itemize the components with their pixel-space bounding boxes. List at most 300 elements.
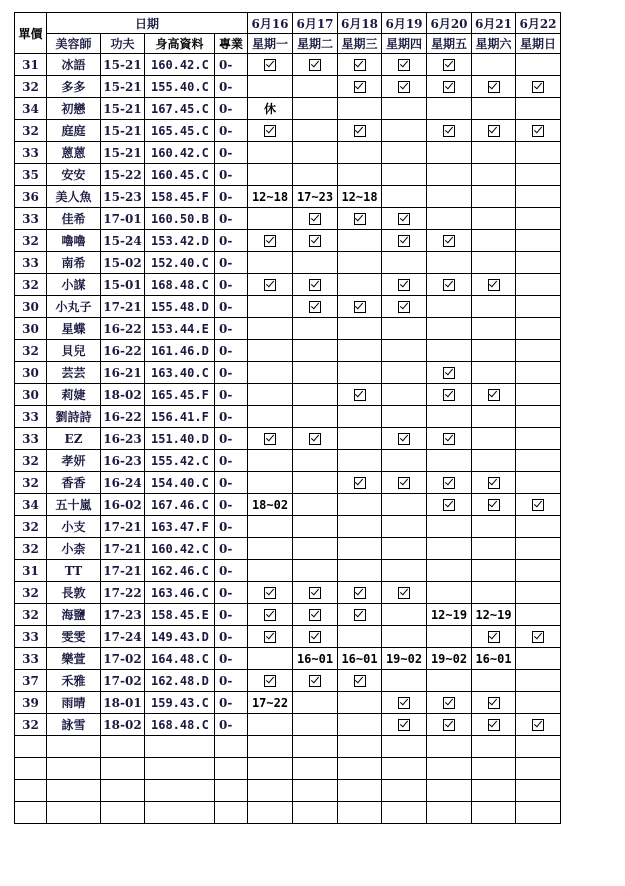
- day-cell: [248, 604, 293, 626]
- empty-cell: [516, 758, 561, 780]
- day-cell: [293, 230, 338, 252]
- day-cell: [516, 340, 561, 362]
- day-cell: [472, 670, 516, 692]
- specialty-cell: 0-: [215, 296, 248, 318]
- price-cell: 39: [15, 692, 47, 714]
- day-cell: [293, 538, 338, 560]
- empty-cell: [382, 758, 427, 780]
- empty-cell: [338, 758, 382, 780]
- price-cell: 33: [15, 626, 47, 648]
- day-cell: [338, 582, 382, 604]
- day-cell: [338, 538, 382, 560]
- day-cell: [472, 318, 516, 340]
- body-data-cell: 151.40.D: [145, 428, 215, 450]
- day-cell: [248, 714, 293, 736]
- day-cell: [472, 98, 516, 120]
- stylist-name-cell: 香香: [47, 472, 101, 494]
- skill-cell: 17-02: [101, 648, 145, 670]
- skill-cell: 15-21: [101, 98, 145, 120]
- day-cell: [248, 98, 293, 120]
- empty-cell: [293, 758, 338, 780]
- price-cell: 32: [15, 230, 47, 252]
- day-cell: [338, 384, 382, 406]
- body-data-cell: 156.41.F: [145, 406, 215, 428]
- day-cell: [338, 120, 382, 142]
- day-cell: [382, 142, 427, 164]
- empty-cell: [248, 758, 293, 780]
- day-cell: [293, 296, 338, 318]
- day-cell: [338, 560, 382, 582]
- day-date-header: 6月21: [472, 13, 516, 34]
- checkbox-checked-icon: [264, 433, 276, 445]
- day-cell: [293, 626, 338, 648]
- checkbox-checked-icon: [264, 675, 276, 687]
- day-cell: [516, 296, 561, 318]
- day-cell: [248, 626, 293, 648]
- day-cell: [293, 318, 338, 340]
- day-cell: [427, 406, 472, 428]
- day-cell: [516, 142, 561, 164]
- price-cell: 37: [15, 670, 47, 692]
- stylist-name-cell: 初戀: [47, 98, 101, 120]
- day-cell: [248, 340, 293, 362]
- day-cell: [472, 472, 516, 494]
- checkbox-checked-icon: [488, 697, 500, 709]
- stylist-name-cell: 海鹽: [47, 604, 101, 626]
- weekday-header-saturday: 星期六: [472, 34, 516, 54]
- empty-cell: [427, 802, 472, 824]
- price-cell: 34: [15, 98, 47, 120]
- empty-cell: [145, 802, 215, 824]
- day-cell: [427, 274, 472, 296]
- day-cell: [338, 406, 382, 428]
- skill-cell: 15-22: [101, 164, 145, 186]
- stylist-name-cell: 禾雅: [47, 670, 101, 692]
- day-cell: [338, 472, 382, 494]
- day-cell: [338, 186, 382, 208]
- day-cell: [293, 120, 338, 142]
- day-cell: [427, 692, 472, 714]
- shift-time-label: 12~19: [475, 607, 512, 622]
- day-cell: [293, 428, 338, 450]
- day-cell: [516, 252, 561, 274]
- day-cell: [293, 516, 338, 538]
- day-cell: [293, 604, 338, 626]
- table-row: [15, 516, 561, 538]
- price-cell: 32: [15, 120, 47, 142]
- skill-cell: 17-21: [101, 560, 145, 582]
- price-cell: 30: [15, 296, 47, 318]
- day-cell: [427, 670, 472, 692]
- stylist-name-cell: EZ: [47, 428, 101, 450]
- day-cell: [516, 208, 561, 230]
- price-cell: 33: [15, 428, 47, 450]
- skill-cell: 18-01: [101, 692, 145, 714]
- day-cell: [472, 538, 516, 560]
- body-data-cell: 159.43.C: [145, 692, 215, 714]
- price-cell: 32: [15, 472, 47, 494]
- empty-cell: [293, 802, 338, 824]
- empty-cell: [145, 780, 215, 802]
- day-date-header: 6月17: [293, 13, 338, 34]
- table-row: [15, 384, 561, 406]
- price-cell: 32: [15, 714, 47, 736]
- day-cell: [516, 538, 561, 560]
- day-cell: [427, 714, 472, 736]
- day-cell: [293, 560, 338, 582]
- day-cell: [338, 670, 382, 692]
- specialty-cell: 0-: [215, 604, 248, 626]
- skill-cell: 18-02: [101, 384, 145, 406]
- specialty-cell: 0-: [215, 494, 248, 516]
- table-row: [15, 538, 561, 560]
- stylist-name-cell: 長敦: [47, 582, 101, 604]
- empty-cell: [145, 758, 215, 780]
- specialty-cell: 0-: [215, 538, 248, 560]
- checkbox-checked-icon: [354, 213, 366, 225]
- empty-cell: [516, 736, 561, 758]
- checkbox-checked-icon: [398, 81, 410, 93]
- table-row: [15, 692, 561, 714]
- skill-cell: 15-21: [101, 142, 145, 164]
- stylist-name-cell: 劉詩詩: [47, 406, 101, 428]
- skill-cell: 15-23: [101, 186, 145, 208]
- empty-cell: [293, 736, 338, 758]
- empty-cell: [215, 780, 248, 802]
- table-row: [15, 428, 561, 450]
- day-cell: [516, 670, 561, 692]
- stylist-name-cell: 蒽蒽: [47, 142, 101, 164]
- day-cell: [472, 208, 516, 230]
- day-cell: [472, 340, 516, 362]
- day-cell: [293, 208, 338, 230]
- day-cell: [338, 142, 382, 164]
- checkbox-checked-icon: [532, 499, 544, 511]
- day-cell: [382, 472, 427, 494]
- day-cell: [293, 494, 338, 516]
- skill-cell: 15-01: [101, 274, 145, 296]
- empty-cell: [101, 736, 145, 758]
- empty-row: [15, 736, 561, 758]
- day-cell: [382, 450, 427, 472]
- day-cell: [293, 384, 338, 406]
- body-data-cell: 168.48.C: [145, 714, 215, 736]
- checkbox-checked-icon: [532, 125, 544, 137]
- day-cell: [338, 54, 382, 76]
- price-cell: 30: [15, 384, 47, 406]
- skill-cell: 15-21: [101, 76, 145, 98]
- day-cell: [382, 120, 427, 142]
- day-cell: [338, 428, 382, 450]
- empty-cell: [15, 780, 47, 802]
- day-cell: [472, 164, 516, 186]
- day-cell: [427, 120, 472, 142]
- empty-cell: [15, 758, 47, 780]
- stylist-name-cell: 小支: [47, 516, 101, 538]
- day-cell: [472, 582, 516, 604]
- empty-cell: [47, 780, 101, 802]
- body-data-cell: 167.46.C: [145, 494, 215, 516]
- checkbox-checked-icon: [488, 279, 500, 291]
- stylist-name-cell: 美人魚: [47, 186, 101, 208]
- checkbox-checked-icon: [398, 301, 410, 313]
- shift-time-label: 16~01: [341, 651, 378, 666]
- day-cell: [516, 362, 561, 384]
- day-cell: [338, 252, 382, 274]
- stylist-name-cell: 南希: [47, 252, 101, 274]
- day-cell: [293, 274, 338, 296]
- specialty-cell: 0-: [215, 450, 248, 472]
- day-cell: [427, 450, 472, 472]
- stylist-name-cell: 小丸子: [47, 296, 101, 318]
- day-cell: [427, 76, 472, 98]
- specialty-cell: 0-: [215, 274, 248, 296]
- day-cell: [472, 54, 516, 76]
- shift-time-label: 17~23: [296, 189, 334, 204]
- day-cell: [427, 604, 472, 626]
- body-data-cell: 162.46.C: [145, 560, 215, 582]
- day-cell: [427, 516, 472, 538]
- day-cell: [248, 252, 293, 274]
- empty-cell: [15, 736, 47, 758]
- body-data-cell: 160.42.C: [145, 142, 215, 164]
- empty-cell: [293, 780, 338, 802]
- skill-cell: 17-24: [101, 626, 145, 648]
- header-row-dates: [15, 13, 561, 34]
- empty-cell: [47, 802, 101, 824]
- day-cell: [516, 230, 561, 252]
- skill-cell: 17-21: [101, 538, 145, 560]
- checkbox-checked-icon: [443, 477, 455, 489]
- checkbox-checked-icon: [264, 609, 276, 621]
- stylist-name-cell: 多多: [47, 76, 101, 98]
- day-cell: [427, 648, 472, 670]
- empty-row: [15, 802, 561, 824]
- price-cell: 33: [15, 406, 47, 428]
- checkbox-checked-icon: [443, 697, 455, 709]
- price-header: 單價: [15, 13, 47, 54]
- day-cell: [382, 648, 427, 670]
- specialty-cell: 0-: [215, 362, 248, 384]
- checkbox-checked-icon: [398, 719, 410, 731]
- specialty-cell: 0-: [215, 472, 248, 494]
- day-cell: [382, 560, 427, 582]
- day-cell: [293, 340, 338, 362]
- price-cell: 32: [15, 582, 47, 604]
- shift-time-label: 12~18: [251, 189, 289, 204]
- body-data-cell: 158.45.F: [145, 186, 215, 208]
- day-cell: [338, 450, 382, 472]
- skill-header: 功夫: [101, 34, 145, 54]
- day-cell: [516, 450, 561, 472]
- day-cell: [382, 538, 427, 560]
- body-data-cell: 160.45.C: [145, 164, 215, 186]
- price-cell: 30: [15, 318, 47, 340]
- day-cell: [472, 450, 516, 472]
- specialty-cell: 0-: [215, 252, 248, 274]
- day-cell: [472, 494, 516, 516]
- day-cell: [516, 626, 561, 648]
- checkbox-checked-icon: [443, 279, 455, 291]
- skill-cell: 17-02: [101, 670, 145, 692]
- checkbox-checked-icon: [398, 279, 410, 291]
- day-cell: [516, 648, 561, 670]
- day-cell: [516, 692, 561, 714]
- body-data-cell: 161.46.D: [145, 340, 215, 362]
- day-cell: [382, 626, 427, 648]
- day-cell: [293, 406, 338, 428]
- day-cell: [338, 164, 382, 186]
- day-cell: [248, 692, 293, 714]
- stylist-name-cell: 五十嵐: [47, 494, 101, 516]
- checkbox-checked-icon: [398, 587, 410, 599]
- day-cell: [472, 120, 516, 142]
- day-cell: [516, 428, 561, 450]
- empty-row: [15, 758, 561, 780]
- checkbox-checked-icon: [488, 499, 500, 511]
- specialty-cell: 0-: [215, 582, 248, 604]
- checkbox-checked-icon: [264, 125, 276, 137]
- day-cell: [382, 318, 427, 340]
- stylist-name-cell: 安安: [47, 164, 101, 186]
- stylist-name-cell: 芸芸: [47, 362, 101, 384]
- checkbox-checked-icon: [443, 235, 455, 247]
- price-cell: 31: [15, 560, 47, 582]
- table-row: [15, 142, 561, 164]
- day-cell: [472, 186, 516, 208]
- skill-cell: 17-01: [101, 208, 145, 230]
- day-cell: [472, 142, 516, 164]
- shift-time-label: 12~18: [341, 189, 378, 204]
- day-cell: [427, 560, 472, 582]
- day-cell: [293, 98, 338, 120]
- day-cell: [382, 428, 427, 450]
- table-row: [15, 626, 561, 648]
- empty-cell: [382, 802, 427, 824]
- shift-time-label: 16~01: [296, 651, 334, 666]
- checkbox-checked-icon: [488, 389, 500, 401]
- skill-cell: 15-21: [101, 120, 145, 142]
- checkbox-checked-icon: [488, 81, 500, 93]
- day-cell: [382, 362, 427, 384]
- day-cell: [427, 472, 472, 494]
- checkbox-checked-icon: [488, 719, 500, 731]
- stylist-name-cell: 嚕嚕: [47, 230, 101, 252]
- day-date-header: 6月19: [382, 13, 427, 34]
- table-row: [15, 98, 561, 120]
- checkbox-checked-icon: [398, 697, 410, 709]
- empty-cell: [101, 758, 145, 780]
- day-date-header: 6月22: [516, 13, 561, 34]
- day-cell: [382, 406, 427, 428]
- price-cell: 32: [15, 76, 47, 98]
- day-cell: [248, 494, 293, 516]
- specialty-cell: 0-: [215, 98, 248, 120]
- day-cell: [338, 604, 382, 626]
- day-cell: [382, 516, 427, 538]
- day-cell: [293, 648, 338, 670]
- skill-cell: 17-21: [101, 516, 145, 538]
- day-cell: [338, 626, 382, 648]
- day-cell: [427, 230, 472, 252]
- empty-cell: [215, 758, 248, 780]
- price-cell: 31: [15, 54, 47, 76]
- price-cell: 32: [15, 538, 47, 560]
- body-data-cell: 165.45.C: [145, 120, 215, 142]
- day-cell: [472, 626, 516, 648]
- day-cell: [427, 98, 472, 120]
- day-cell: [427, 362, 472, 384]
- day-cell: [248, 384, 293, 406]
- day-cell: [248, 230, 293, 252]
- day-cell: [472, 252, 516, 274]
- day-cell: [427, 494, 472, 516]
- table-row: [15, 230, 561, 252]
- day-cell: [338, 648, 382, 670]
- specialty-cell: 0-: [215, 230, 248, 252]
- day-cell: [338, 516, 382, 538]
- empty-cell: [15, 802, 47, 824]
- name-header: 美容師: [47, 34, 101, 54]
- skill-cell: 17-22: [101, 582, 145, 604]
- checkbox-checked-icon: [354, 675, 366, 687]
- day-cell: [338, 208, 382, 230]
- day-cell: [382, 604, 427, 626]
- empty-cell: [47, 758, 101, 780]
- specialty-cell: 0-: [215, 186, 248, 208]
- day-cell: [248, 406, 293, 428]
- checkbox-checked-icon: [309, 213, 321, 225]
- checkbox-checked-icon: [443, 367, 455, 379]
- day-cell: [248, 76, 293, 98]
- checkbox-checked-icon: [354, 301, 366, 313]
- skill-cell: 16-22: [101, 406, 145, 428]
- day-cell: [338, 692, 382, 714]
- empty-cell: [338, 780, 382, 802]
- shift-time-label: 休: [263, 102, 276, 116]
- specialty-cell: 0-: [215, 142, 248, 164]
- day-cell: [516, 274, 561, 296]
- day-cell: [248, 362, 293, 384]
- body-data-cell: 155.42.C: [145, 450, 215, 472]
- day-cell: [248, 516, 293, 538]
- stylist-name-cell: 孝妍: [47, 450, 101, 472]
- checkbox-checked-icon: [398, 235, 410, 247]
- day-cell: [293, 164, 338, 186]
- weekday-header: 星期四: [382, 34, 427, 54]
- checkbox-checked-icon: [488, 631, 500, 643]
- specialty-cell: 0-: [215, 318, 248, 340]
- body-data-cell: 167.45.C: [145, 98, 215, 120]
- table-row: [15, 604, 561, 626]
- day-cell: [382, 76, 427, 98]
- day-cell: [382, 670, 427, 692]
- skill-cell: 18-02: [101, 714, 145, 736]
- checkbox-checked-icon: [354, 477, 366, 489]
- body-header: 身高資料: [145, 34, 215, 54]
- checkbox-checked-icon: [354, 587, 366, 599]
- shift-time-label: 16~01: [475, 651, 512, 666]
- day-cell: [248, 120, 293, 142]
- day-cell: [338, 98, 382, 120]
- day-cell: [382, 384, 427, 406]
- checkbox-checked-icon: [398, 477, 410, 489]
- skill-cell: 17-21: [101, 296, 145, 318]
- empty-cell: [248, 802, 293, 824]
- checkbox-checked-icon: [443, 389, 455, 401]
- stylist-name-cell: 庭庭: [47, 120, 101, 142]
- day-cell: [472, 648, 516, 670]
